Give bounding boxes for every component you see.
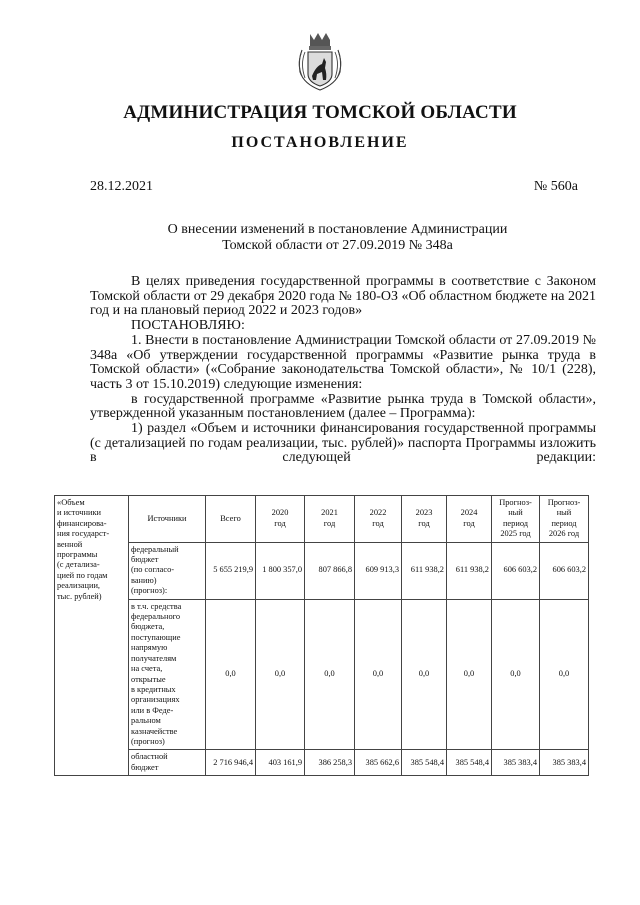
row-label-cell — [55, 496, 129, 776]
paragraph-resolve: ПОСТАНОВЛЯЮ: — [131, 318, 245, 334]
header-2022: 2022 год — [355, 496, 402, 543]
cell-2020: 403 161,9 — [256, 750, 305, 776]
cell-2022: 0,0 — [355, 599, 402, 750]
cell-2021: 386 258,3 — [305, 750, 355, 776]
cell-2024: 385 548,4 — [447, 750, 492, 776]
header-2023: 2023 год — [402, 496, 447, 543]
cell-2025: 0,0 — [492, 599, 540, 750]
document-body — [90, 275, 596, 466]
paragraph-section: 1) раздел «Объем и источники финансирования государственной программы (с детализацией по годам реализации, тыс. рублей)» паспорта Программы изложить в следующей редакции: — [90, 421, 596, 466]
table-row — [55, 750, 589, 776]
row-source: областной бюджет — [129, 750, 206, 776]
header-2024: 2024 год — [447, 496, 492, 543]
subject-line-2: Томской области от 27.09.2019 № 348а — [222, 238, 453, 253]
subject-line-1: О внесении изменений в постановление Администрации — [167, 222, 508, 237]
paragraph-item-1: 1. Внести в постановление Администрации Томской области от 27.09.2019 № 348а «Об утверждении государственной программы «Развитие рынка труда в Томской области» («Собрание законодательства Томской области», № 10/1 (228), часть 3 от 15.10.2019) следующие изменения: — [90, 332, 596, 392]
paragraph-preamble: В целях приведения государственной программы в соответствие с Законом Томской области от 29 декабря 2020 года № 180-ОЗ «Об областном бюджете на 2021 год и на плановый период 2022 и 2023 годов» — [90, 274, 596, 319]
cell-2026: 0,0 — [540, 599, 589, 750]
cell-2026: 606 603,2 — [540, 542, 589, 599]
row-source: в т.ч. средства федерального бюджета, поступающие напрямую получателям на счета, открытые в кредитных организациях или в Феде- ральном казначействе (прогноз) — [129, 599, 206, 750]
paragraph-program: в государственной программе «Развитие рынка труда в Томской области», утвержденной указанным постановлением (далее – Программа): — [90, 391, 596, 422]
document-number: № 560а — [533, 179, 578, 194]
cell-2023: 611 938,2 — [402, 542, 447, 599]
header-2020: 2020 год — [256, 496, 305, 543]
organization-title: АДМИНИСТРАЦИЯ ТОМСКОЙ ОБЛАСТИ — [123, 102, 517, 123]
row-label: «Объем и источники финансирова- ния государст- венной программы (с детализа- цией по годам реализации, тыс. рублей) — [57, 498, 110, 601]
header-2026: Прогноз- ный период 2026 год — [540, 496, 589, 543]
table-row — [55, 599, 589, 750]
cell-2025: 385 383,4 — [492, 750, 540, 776]
cell-2020: 0,0 — [256, 599, 305, 750]
cell-total: 0,0 — [206, 599, 256, 750]
cell-total: 2 716 946,4 — [206, 750, 256, 776]
cell-2022: 385 662,6 — [355, 750, 402, 776]
cell-2021: 0,0 — [305, 599, 355, 750]
document-subject — [90, 222, 585, 254]
funding-table — [54, 495, 589, 776]
cell-2024: 611 938,2 — [447, 542, 492, 599]
cell-2024: 0,0 — [447, 599, 492, 750]
header-total: Всего — [206, 496, 256, 543]
cell-total: 5 655 219,9 — [206, 542, 256, 599]
cell-2021: 807 866,8 — [305, 542, 355, 599]
coat-of-arms-emblem — [296, 30, 344, 92]
row-source: федеральный бюджет (по согласо- ванию) (прогноз): — [129, 542, 206, 599]
document-type: ПОСТАНОВЛЕНИЕ — [231, 134, 409, 151]
document-date: 28.12.2021 — [90, 179, 153, 194]
cell-2022: 609 913,3 — [355, 542, 402, 599]
cell-2026: 385 383,4 — [540, 750, 589, 776]
header-2021: 2021 год — [305, 496, 355, 543]
cell-2020: 1 800 357,0 — [256, 542, 305, 599]
cell-2025: 606 603,2 — [492, 542, 540, 599]
cell-2023: 385 548,4 — [402, 750, 447, 776]
header-2025: Прогноз- ный период 2025 год — [492, 496, 540, 543]
table-row — [55, 542, 589, 599]
cell-2023: 0,0 — [402, 599, 447, 750]
table-header-row — [55, 496, 589, 543]
header-source: Источники — [129, 496, 206, 543]
